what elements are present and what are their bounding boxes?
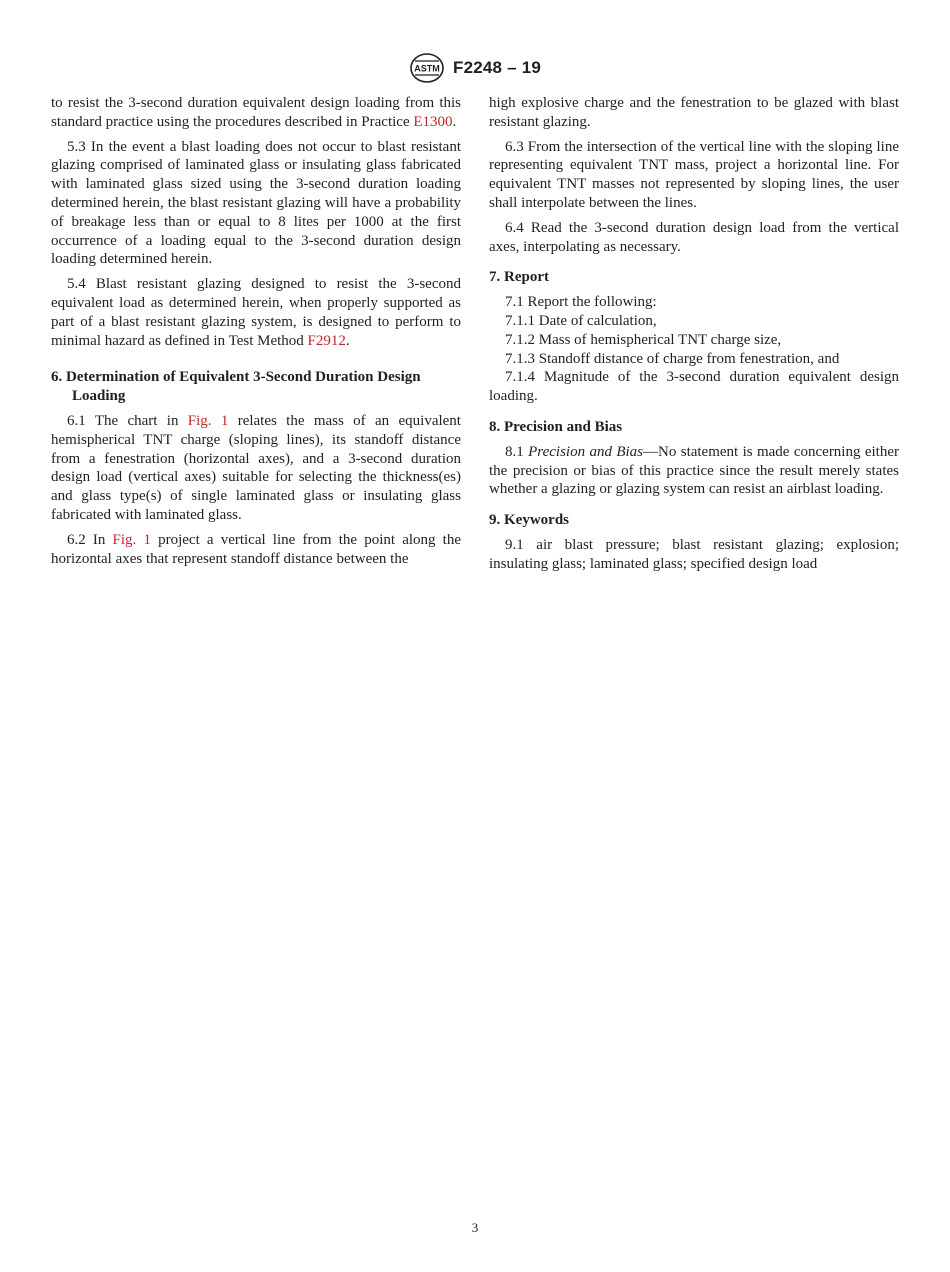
- section-8-heading: 8. Precision and Bias: [489, 418, 623, 435]
- figure-link-fig1[interactable]: Fig. 1: [187, 412, 229, 429]
- report-item: 7.1.4 Magnitude of the 3-second duration equivalent design loading.: [489, 369, 899, 405]
- paragraph-8-1: 8.1 Precision and Bias—No statement is made concerning either the precision or bias of this practice since the result merely states whether a glazing or glazing system can resist an airblast loading.: [489, 443, 900, 498]
- paragraph-continued: to resist the 3-second duration equivalent design loading from this standard practice using the procedures described in Practice E1300.: [51, 95, 461, 130]
- astm-logo-icon: [409, 52, 445, 84]
- reference-link-e1300[interactable]: E1300: [413, 113, 453, 130]
- paragraph-9-1: 9.1 air blast pressure; blast resistant glazing; explosion; insulating glass; laminated glass; specified design load: [489, 536, 899, 572]
- paragraph-6-4: 6.4 Read the 3-second duration design load from the vertical axes, interpolating as necessary.: [489, 219, 899, 255]
- paragraph-continued: high explosive charge and the fenestration to be glazed with blast resistant glazing.: [489, 95, 899, 130]
- report-item: 7.1.3 Standoff distance of charge from fenestration, and: [505, 350, 840, 367]
- section-9-heading: 9. Keywords: [489, 512, 569, 529]
- figure-link-fig1[interactable]: Fig. 1: [112, 531, 151, 548]
- report-item: 7.1 Report the following:: [505, 294, 657, 311]
- page-header: [0, 52, 950, 84]
- right-column: [489, 94, 899, 580]
- paragraph-5-4: 5.4 Blast resistant glazing designed to resist the 3-second equivalent load as determined herein, when properly supported as part of a blast resistant glazing system, is designed to perform to minimal hazard as defined in Test Method F2912.: [51, 276, 461, 349]
- paragraph-5-3: 5.3 In the event a blast loading does not occur to blast resistant glazing comprised of laminated glass or insulating glass fabricated with laminated glass sized using the 3-second duration loading determined herein, the blast resistant glazing will have a probability of breakage less than or equal to 8 lites per 1000 at the first occurrence of a loading equal to the 3-second duration design loading determined herein.: [51, 138, 461, 268]
- report-item: 7.1.1 Date of calculation,: [505, 312, 657, 329]
- report-item: 7.1.2 Mass of hemispherical TNT charge size,: [505, 331, 782, 348]
- left-column: [51, 94, 461, 574]
- reference-link-f2912[interactable]: F2912: [307, 332, 346, 349]
- page-number: 3: [471, 1220, 479, 1235]
- logo-text: ASTM: [414, 63, 440, 74]
- section-6-heading: 6. Determination of Equivalent 3-Second Duration Design Loading: [51, 369, 421, 405]
- section-7-heading: 7. Report: [489, 269, 549, 286]
- paragraph-6-2: 6.2 In Fig. 1 project a vertical line from the point along the horizontal axes that represent standoff distance between the: [51, 531, 461, 567]
- paragraph-6-1: 6.1 The chart in Fig. 1 relates the mass of an equivalent hemispherical TNT charge (sloping lines), its standoff distance from a fenestration (horizontal axes), and a 3-second duration design load (vertical axes) suitable for selecting the thickness(es) and glass type(s) of single laminated glass or insulating glass fabricated with laminated glass.: [51, 412, 461, 523]
- paragraph-6-3: 6.3 From the intersection of the vertical line with the sloping line representing equivalent TNT mass, project a horizontal line. For equivalent TNT masses not represented by sloping lines, the user shall interpolate between the lines.: [489, 138, 899, 211]
- standard-designation: F2248 – 19: [452, 57, 541, 77]
